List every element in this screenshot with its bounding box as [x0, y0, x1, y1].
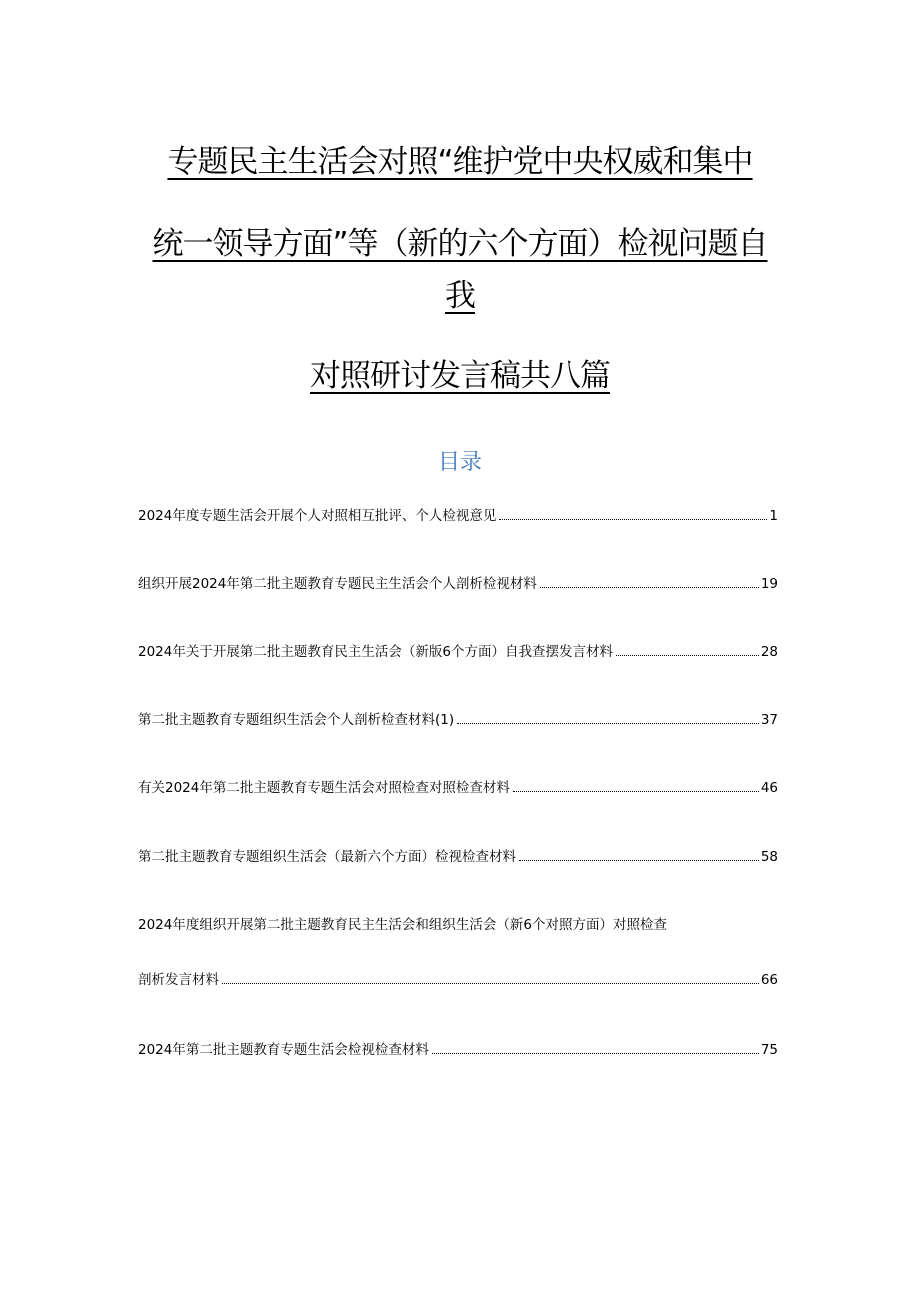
- toc-entry[interactable]: [138, 506, 778, 526]
- title-line-2-text: 统一领导方面”等（新的六个方面）检视问题自: [152, 226, 768, 262]
- toc-leader-dots: [432, 1052, 759, 1054]
- toc-entry-page: 75: [760, 1042, 778, 1058]
- toc-leader-dots: [457, 722, 759, 724]
- toc-entry-page: 66: [760, 972, 778, 988]
- toc-heading: 目录: [437, 450, 482, 475]
- toc-entry-page: 1: [769, 508, 778, 524]
- toc-entry-title: 组织开展2024年第二批主题教育专题民主生活会个人剖析检视材料: [138, 576, 537, 592]
- toc-entry-page: 37: [760, 712, 778, 728]
- toc-entry-page: 58: [760, 849, 778, 865]
- toc-entry-title: 剖析发言材料: [138, 972, 219, 988]
- toc-entry-line2: [138, 970, 778, 990]
- title-line-4-text: 对照研讨发言稿共八篇: [310, 358, 610, 394]
- title-line-4: [0, 356, 920, 396]
- toc-entry-title: 2024年关于开展第二批主题教育民主生活会（新版6个方面）自我查摆发言材料: [138, 644, 613, 660]
- toc-leader-dots: [519, 859, 759, 861]
- title-line-1: [0, 142, 920, 182]
- toc-entry-page: 46: [760, 780, 778, 796]
- toc-entry[interactable]: [138, 778, 778, 798]
- toc-entry-title-line1: 2024年度组织开展第二批主题教育民主生活会和组织生活会（新6个对照方面）对照检查: [138, 917, 667, 933]
- toc-entry-title: 有关2024年第二批主题教育专题生活会对照检查对照检查材料: [138, 780, 510, 796]
- toc-entry[interactable]: [138, 574, 778, 594]
- toc-leader-dots: [499, 518, 767, 520]
- toc-entry-page: 28: [760, 644, 778, 660]
- toc-leader-dots: [616, 654, 759, 656]
- title-line-3: [0, 276, 920, 316]
- toc-entry[interactable]: [138, 710, 778, 730]
- toc-leader-dots: [222, 982, 759, 984]
- toc-leader-dots: [540, 586, 759, 588]
- title-line-2: [0, 224, 920, 264]
- toc-entry-title: 第二批主题教育专题组织生活会（最新六个方面）检视检查材料: [138, 849, 516, 865]
- toc-entry-page: 19: [760, 576, 778, 592]
- toc-entry-title: 2024年度专题生活会开展个人对照相互批评、个人检视意见: [138, 508, 497, 524]
- toc-entry[interactable]: [138, 642, 778, 662]
- toc-entry-title: 2024年第二批主题教育专题生活会检视检查材料: [138, 1042, 429, 1058]
- title-line-3-text: 我: [445, 278, 475, 314]
- title-line-1-text: 专题民主生活会对照“维护党中央权威和集中: [167, 144, 753, 180]
- toc-entry[interactable]: [138, 1040, 778, 1060]
- toc-entry[interactable]: [138, 847, 778, 867]
- toc-entry-title: 第二批主题教育专题组织生活会个人剖析检查材料(1): [138, 712, 455, 728]
- toc-leader-dots: [513, 790, 759, 792]
